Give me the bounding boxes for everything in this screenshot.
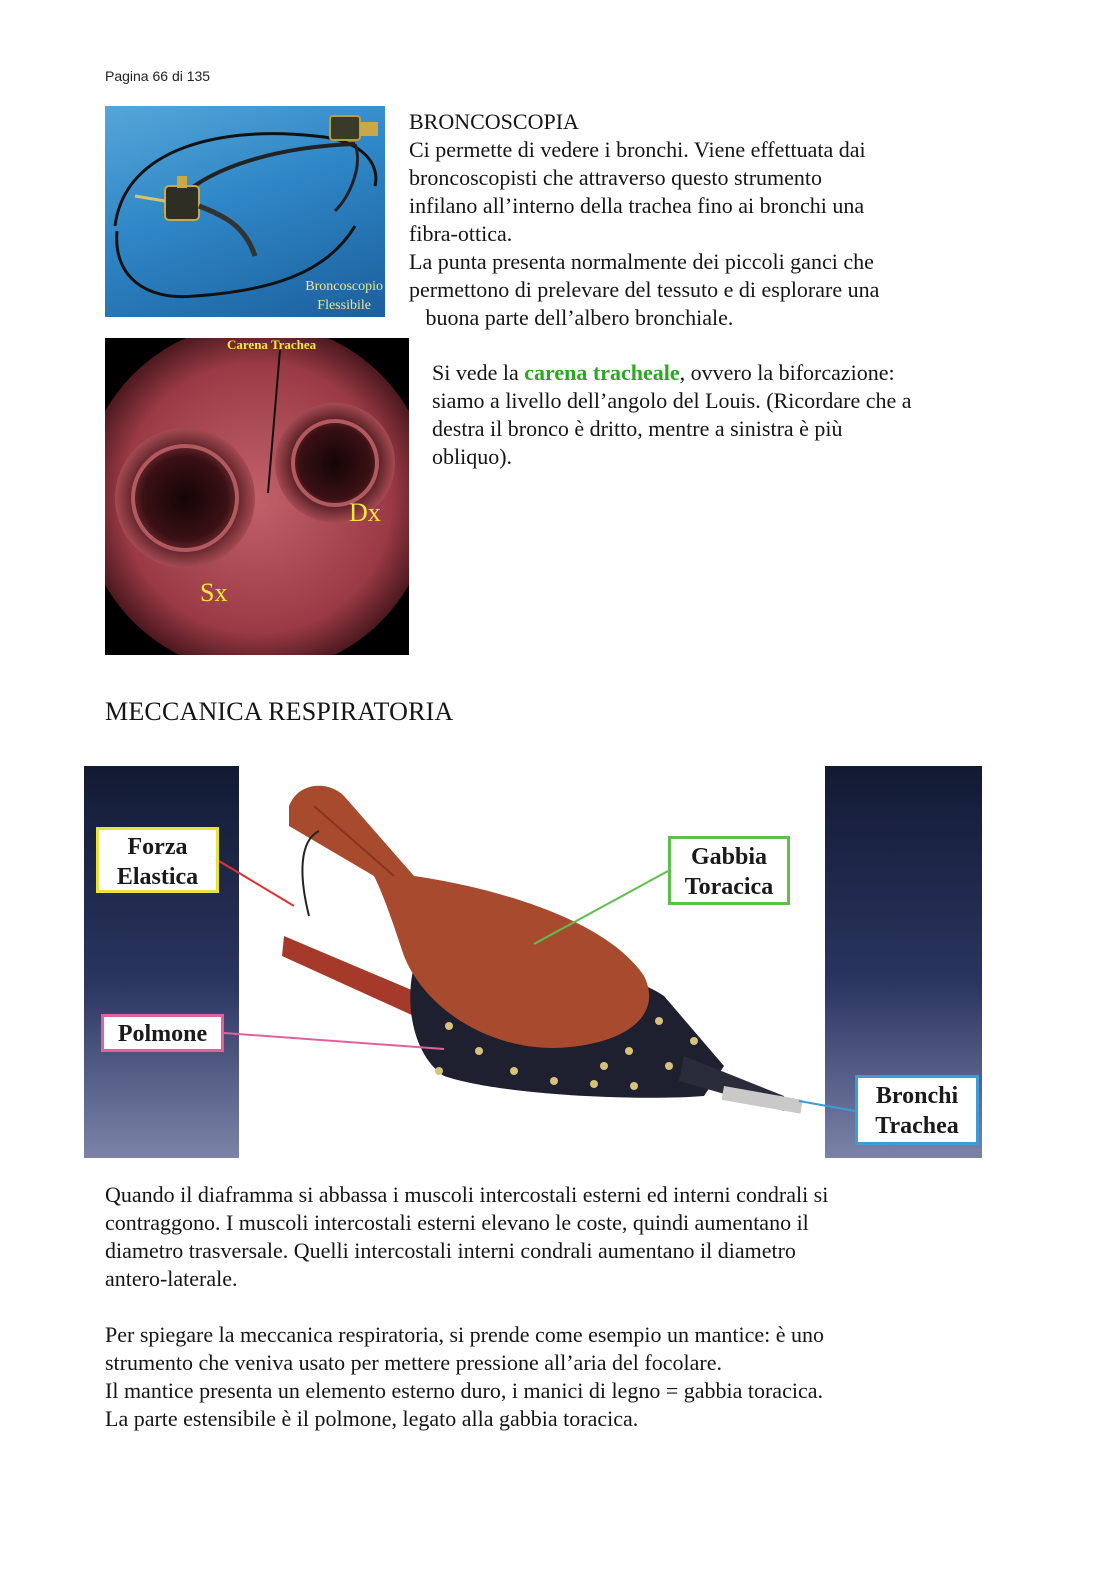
broncoscopia-title: BRONCOSCOPIA xyxy=(409,109,579,134)
text-line: destra il bronco è dritto, mentre a sinistra è più xyxy=(432,416,843,441)
broncoscopia-text xyxy=(409,136,1009,332)
carina-drawing xyxy=(105,338,409,655)
label-line: Bronchi xyxy=(875,1083,959,1109)
carena-line-1 xyxy=(432,359,1012,387)
text-line: fibra-ottica. xyxy=(409,221,513,246)
text-intro: Si vede la xyxy=(432,360,525,385)
text-line: Il mantice presenta un elemento esterno duro, i manici di legno = gabbia toracica. xyxy=(105,1378,823,1403)
text-line: diametro trasversale. Quelli intercostali interni condrali aumentano il diametro xyxy=(105,1238,796,1263)
label-polmone xyxy=(101,1014,224,1052)
text-line: contraggono. I muscoli intercostali esterni elevano le coste, quindi aumentano il xyxy=(105,1210,809,1235)
carena-text xyxy=(432,359,1012,471)
text-line: La parte estensibile è il polmone, legato alla gabbia toracica. xyxy=(105,1406,639,1431)
label-forza-elastica xyxy=(96,827,219,893)
highlight-term: carena tracheale xyxy=(524,360,680,385)
bronchoscope-caption xyxy=(305,277,383,315)
page-number: Pagina 66 di 135 xyxy=(105,68,211,84)
text-line: permettono di prelevare del tessuto e di esplorare una xyxy=(409,277,880,302)
carina-top-label: Carena Trachea xyxy=(227,338,317,352)
text-line: broncoscopisti che attraverso questo strumento xyxy=(409,165,823,190)
text-line: siamo a livello dell’angolo del Louis. (Ricordare che a xyxy=(432,388,912,413)
paragraph-mantice xyxy=(105,1321,1005,1433)
label-line: Trachea xyxy=(875,1113,959,1139)
paragraph-diaframma xyxy=(105,1181,1005,1293)
label-line: Elastica xyxy=(116,864,199,890)
text-line: buona parte dell’albero bronchiale. xyxy=(409,305,734,330)
text-line: infilano all’interno della trachea fino ai bronchi una xyxy=(409,193,865,218)
bellows-diagram xyxy=(84,766,982,1158)
label-line: Polmone xyxy=(117,1021,208,1047)
label-gabbia-toracica xyxy=(668,836,790,905)
carina-image xyxy=(105,338,409,655)
text-rest: , ovvero la biforcazione: xyxy=(679,360,895,385)
label-sx: Sx xyxy=(200,578,228,607)
text-line: antero-laterale. xyxy=(105,1266,238,1291)
text-line: La punta presenta normalmente dei piccoli ganci che xyxy=(409,249,874,274)
bronchoscope-image xyxy=(105,106,385,317)
label-line: Toracica xyxy=(684,874,774,900)
label-dx: Dx xyxy=(349,498,381,527)
text-line: Quando il diaframma si abbassa i muscoli intercostali esterni ed interni condrali si xyxy=(105,1182,829,1207)
text-line: strumento che veniva usato per mettere pressione all’aria del focolare. xyxy=(105,1350,722,1375)
text-line: Per spiegare la meccanica respiratoria, si prende come esempio un mantice: è uno xyxy=(105,1322,824,1347)
label-line: Forza xyxy=(127,834,188,860)
text-line: Ci permette di vedere i bronchi. Viene effettuata dai xyxy=(409,137,866,162)
label-line: Gabbia xyxy=(690,844,768,870)
text-line: obliquo). xyxy=(432,444,513,469)
caption-line-2: Flessibile xyxy=(317,298,371,313)
label-bronchi-trachea xyxy=(855,1075,979,1145)
caption-line-1: Broncoscopio xyxy=(305,279,383,294)
bellows-drawing xyxy=(84,766,982,1158)
section-heading: MECCANICA RESPIRATORIA xyxy=(105,697,454,726)
